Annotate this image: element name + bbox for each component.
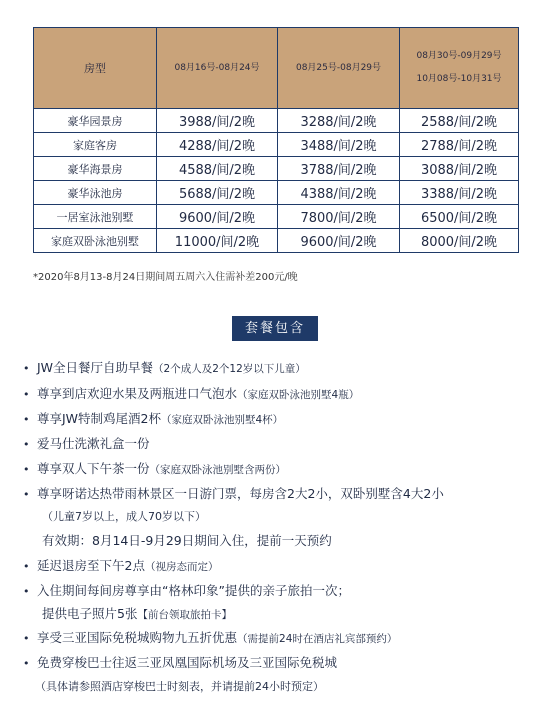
item-text: 尊享呀诺达热带雨林景区一日游门票，每房含2大2小，双卧别墅含4大2小 <box>37 486 444 501</box>
price-cell: 8000/间/2晚 <box>400 229 519 253</box>
header-period-3-line-2: 10月08号-10月31号 <box>416 74 502 84</box>
bullet-icon: • <box>23 362 30 375</box>
package-item-late-checkout <box>23 556 218 574</box>
item-note: （家庭双卧泳池别墅4杯） <box>161 414 284 426</box>
price-cell: 6500/间/2晚 <box>400 205 519 229</box>
item-text: 免费穿梭巴士往返三亚凤凰国际机场及三亚国际免税城 <box>37 655 338 670</box>
table-row <box>34 181 519 205</box>
price-cell: 3088/间/2晚 <box>400 157 519 181</box>
item-text: 尊享JW特制鸡尾酒2杯 <box>37 411 161 426</box>
price-cell: 4588/间/2晚 <box>157 157 278 181</box>
validity-note: 有效期：8月14日-9月29日期间入住，提前一天预约 <box>42 533 332 548</box>
bullet-icon: • <box>23 438 30 451</box>
item-text: 延迟退房至下午2点 <box>37 558 145 573</box>
room-type-cell: 家庭客房 <box>34 133 157 157</box>
photo-delivery-note <box>42 604 232 622</box>
header-room-type: 房型 <box>34 28 157 109</box>
package-item-afternoon-tea <box>23 459 286 477</box>
photo-delivery-text: 提供电子照片5张 <box>42 606 138 621</box>
shuttle-schedule-note: （具体请参照酒店穿梭巴士时刻表，并请提前24小时预定） <box>35 680 324 693</box>
price-cell: 5688/间/2晚 <box>157 181 278 205</box>
bullet-icon: • <box>23 560 30 573</box>
surcharge-note: *2020年8月13-8月24日期间周五周六入住需补差200元/晚 <box>33 272 298 283</box>
price-cell: 4288/间/2晚 <box>157 133 278 157</box>
item-text: 尊享到店欢迎水果及两瓶进口气泡水 <box>37 386 238 401</box>
table-header-row <box>34 28 519 109</box>
price-cell: 3988/间/2晚 <box>157 109 278 133</box>
bullet-icon: • <box>23 585 30 598</box>
table-row <box>34 157 519 181</box>
room-type-cell: 一居室泳池别墅 <box>34 205 157 229</box>
item-note: （家庭双卧泳池别墅4瓶） <box>237 389 360 401</box>
header-period-3 <box>400 28 519 109</box>
bullet-icon: • <box>23 463 30 476</box>
price-cell: 3288/间/2晚 <box>278 109 400 133</box>
price-cell: 3388/间/2晚 <box>400 181 519 205</box>
room-type-cell: 豪华园景房 <box>34 109 157 133</box>
package-title: 套餐包含 <box>232 316 318 341</box>
table-row <box>34 133 519 157</box>
package-item-duty-free-discount <box>23 628 397 646</box>
item-text: JW全日餐厅自助早餐 <box>37 360 154 375</box>
item-note: （家庭双卧泳池别墅含两份） <box>149 464 287 476</box>
item-note: （2个成人及2个12岁以下儿童） <box>153 363 306 375</box>
bullet-icon: • <box>23 388 30 401</box>
bullet-icon: • <box>23 413 30 426</box>
price-cell: 9600/间/2晚 <box>157 205 278 229</box>
price-cell: 7800/间/2晚 <box>278 205 400 229</box>
price-cell: 3488/间/2晚 <box>278 133 400 157</box>
package-item-hermes-kit <box>23 434 150 452</box>
children-age-note: （儿童7岁以上，成人70岁以下） <box>42 510 206 523</box>
table-row <box>34 229 519 253</box>
item-note: （视房态而定） <box>144 561 219 573</box>
table-row <box>34 109 519 133</box>
item-text: 享受三亚国际免税城购物九五折优惠 <box>37 630 238 645</box>
price-cell: 4388/间/2晚 <box>278 181 400 205</box>
room-type-cell: 家庭双卧泳池别墅 <box>34 229 157 253</box>
price-cell: 11000/间/2晚 <box>157 229 278 253</box>
bullet-icon: • <box>23 488 30 501</box>
price-cell: 2788/间/2晚 <box>400 133 519 157</box>
bullet-icon: • <box>23 657 30 670</box>
package-item-breakfast <box>23 358 306 376</box>
table-row <box>34 205 519 229</box>
header-period-3-line-1: 08月30号-09月29号 <box>416 51 502 61</box>
price-table <box>33 27 519 253</box>
package-item-photo-shoot <box>23 581 350 599</box>
header-period-2: 08月25号-08月29号 <box>278 28 400 109</box>
package-item-shuttle-bus <box>23 653 337 671</box>
price-cell: 2588/间/2晚 <box>400 109 519 133</box>
item-note: （需提前24时在酒店礼宾部预约） <box>237 633 398 645</box>
package-item-welcome-fruit <box>23 384 359 402</box>
package-item-cocktail <box>23 409 283 427</box>
photo-card-note: 【前台领取旅拍卡】 <box>137 609 232 621</box>
bullet-icon: • <box>23 632 30 645</box>
package-item-rainforest-ticket <box>23 484 444 502</box>
room-type-cell: 豪华泳池房 <box>34 181 157 205</box>
header-period-1: 08月16号-08月24号 <box>157 28 278 109</box>
price-cell: 9600/间/2晚 <box>278 229 400 253</box>
item-text: 尊享双人下午茶一份 <box>37 461 150 476</box>
item-text: 爱马仕洗漱礼盒一份 <box>37 436 150 451</box>
room-type-cell: 豪华海景房 <box>34 157 157 181</box>
price-cell: 3788/间/2晚 <box>278 157 400 181</box>
item-text: 入住期间每间房尊享由“格林印象”提供的亲子旅拍一次； <box>37 583 350 598</box>
